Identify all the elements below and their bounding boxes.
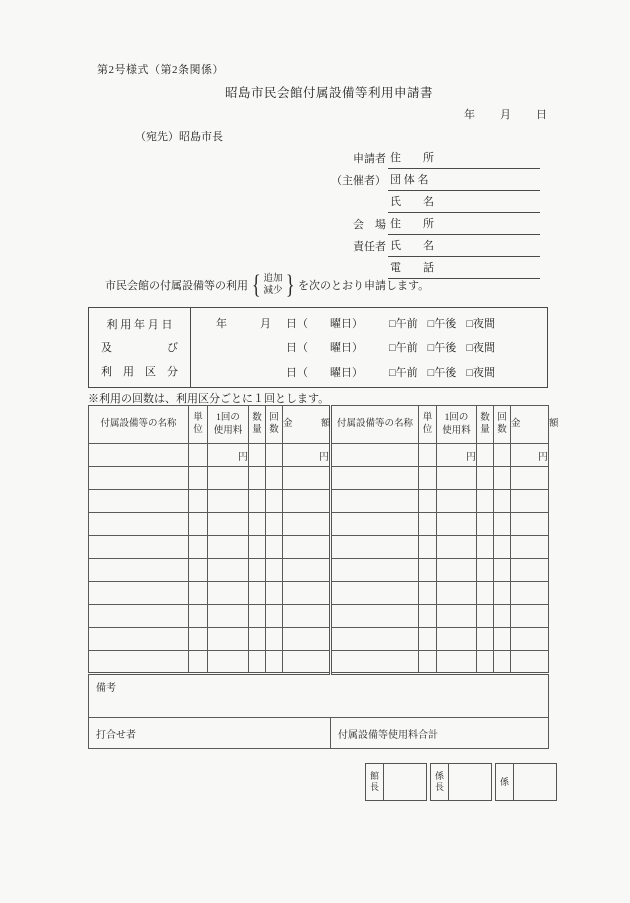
cell-times[interactable] [494,651,511,674]
day-weekday-field[interactable]: 日（ 曜日） [286,342,363,355]
checkbox-evening[interactable]: □夜間 [466,318,495,331]
time-slot-checks [389,339,495,355]
applicant-row-address [312,147,540,169]
cell-unit[interactable] [419,490,437,513]
sentence-before: 市民会館の付属設備等の利用 [105,280,248,292]
cell-times[interactable] [494,513,511,536]
cell-qty[interactable] [477,559,494,582]
page-title: 昭島市民会館付属設備等利用申請書 [224,86,433,100]
cell-amount[interactable] [283,651,331,674]
cell-times[interactable] [494,628,511,651]
cell-unit[interactable] [189,467,208,490]
cell-qty[interactable] [249,582,266,605]
cell-name[interactable] [89,536,189,559]
cell-name[interactable] [331,605,419,628]
venue-row-address [312,213,540,235]
cell-qty[interactable] [477,513,494,536]
cell-times[interactable] [266,490,283,513]
usage-date-row [191,360,547,384]
form-number: 第2号様式（第2条関係） [97,64,224,76]
cell-qty[interactable] [249,467,266,490]
cell-unit[interactable] [419,467,437,490]
cell-unit[interactable] [419,651,437,674]
option-remove: 減少 [263,286,283,296]
equipment-fee-table [88,405,559,749]
cell-amount[interactable] [511,559,549,582]
col-amount: 金 額 [511,406,549,444]
cell-amount[interactable] [283,513,331,536]
equipment-row-yen [89,444,549,467]
cell-unit[interactable] [189,628,208,651]
cell-fee[interactable] [437,651,477,674]
equipment-header-row [89,406,549,444]
stamp-pair-staff [495,763,557,801]
cell-unit[interactable] [419,536,437,559]
checkbox-afternoon[interactable]: □午後 [427,318,457,331]
year-month-field[interactable]: 年 月 [216,318,271,331]
cell-amount[interactable] [283,467,331,490]
equipment-row-empty [89,651,549,674]
cell-name[interactable] [331,513,419,536]
cell-amount[interactable] [283,536,331,559]
cell-times[interactable] [494,605,511,628]
field-label: 氏 名 [390,196,434,208]
cell-name[interactable] [331,582,419,605]
cell-name[interactable] [331,444,419,467]
cell-times[interactable] [266,444,283,467]
day-weekday-field[interactable]: 日（ 曜日） [286,318,363,331]
usage-date-rows [191,308,547,387]
checkbox-afternoon[interactable]: □午後 [427,342,457,355]
cell-amount[interactable] [511,513,549,536]
cell-qty[interactable] [477,628,494,651]
equipment-row-empty [89,605,549,628]
applicant-row-organization [312,169,540,191]
cell-qty[interactable] [477,467,494,490]
col-times: 回数 [266,406,283,444]
checkbox-afternoon[interactable]: □午後 [427,366,457,379]
cell-fee[interactable] [437,559,477,582]
cell-qty[interactable] [477,582,494,605]
cell-name[interactable] [89,444,189,467]
cell-amount[interactable] [511,628,549,651]
cell-name[interactable] [331,559,419,582]
field-label: 住 所 [390,218,434,230]
cell-times[interactable] [494,467,511,490]
cell-times[interactable] [266,559,283,582]
addressee: （宛先）昭島市長 [135,131,223,143]
cell-times[interactable] [266,651,283,674]
day-weekday-field[interactable]: 日（ 曜日） [286,366,363,379]
cell-amount-yen[interactable]: 円 [511,444,549,467]
equipment-row-empty [89,582,549,605]
cell-fee[interactable] [437,605,477,628]
cell-qty[interactable] [249,559,266,582]
cell-qty[interactable] [249,444,266,467]
coordinator-cell[interactable]: 打合せ者 [89,718,331,749]
table-footer-row [89,718,549,749]
cell-name[interactable] [89,605,189,628]
col-fee-per-use: 1回の 使用料 [437,406,477,444]
cell-name[interactable] [331,490,419,513]
col-unit: 単位 [189,406,208,444]
cell-unit[interactable] [419,444,437,467]
usage-date-row [191,311,547,335]
cell-qty[interactable] [477,444,494,467]
cell-qty[interactable] [249,536,266,559]
chief-stamp-box[interactable] [449,764,491,800]
usage-date-table [88,307,548,388]
cell-fee[interactable] [437,536,477,559]
header-line-2: 及 び [101,342,178,355]
cell-name[interactable] [89,582,189,605]
checkbox-morning[interactable]: □午前 [389,366,418,379]
cell-name[interactable] [89,628,189,651]
cell-times[interactable] [266,628,283,651]
cell-name[interactable] [331,467,419,490]
cell-fee[interactable] [208,582,249,605]
col-equipment-name: 付属設備等の名称 [331,406,419,444]
cell-fee-yen[interactable]: 円 [437,444,477,467]
usage-date-row [191,335,547,359]
checkbox-morning[interactable]: □午前 [389,318,418,331]
cell-amount[interactable] [511,651,549,674]
equipment-row-empty [89,513,549,536]
cell-times[interactable] [266,605,283,628]
checkbox-morning[interactable]: □午前 [389,342,418,355]
cell-amount[interactable] [283,559,331,582]
total-fee-cell[interactable]: 付属設備等使用料合計 [331,718,549,749]
cell-unit[interactable] [419,582,437,605]
cell-amount[interactable] [283,490,331,513]
cell-fee[interactable] [437,467,477,490]
cell-unit[interactable] [419,513,437,536]
cell-name[interactable] [331,651,419,674]
header-line-1: 利 用 年 月 日 [106,318,173,331]
cell-amount[interactable] [511,490,549,513]
cell-qty[interactable] [249,605,266,628]
applicant-name-field[interactable] [388,193,540,213]
add-remove-options [263,273,282,298]
cell-unit[interactable] [189,582,208,605]
cell-times[interactable] [494,559,511,582]
cell-unit[interactable] [189,559,208,582]
applicant-role-label: 申請者 [353,153,386,165]
equipment-row-empty [89,536,549,559]
cell-name[interactable] [89,467,189,490]
usage-date-header [89,308,191,387]
organization-name-field[interactable] [388,171,540,191]
cell-name[interactable] [89,651,189,674]
cell-amount[interactable] [511,605,549,628]
cell-unit[interactable] [189,536,208,559]
cell-fee[interactable] [208,628,249,651]
cell-qty[interactable] [249,490,266,513]
sentence-after: を次のとおり申請します。 [297,280,430,292]
cell-fee[interactable] [208,536,249,559]
cell-qty[interactable] [477,651,494,674]
empty-role-label [312,210,386,213]
cell-unit[interactable] [189,651,208,674]
cell-qty[interactable] [477,536,494,559]
request-sentence [103,270,431,300]
col-quantity: 数量 [477,406,494,444]
manager-role-label: 責任者 [353,241,386,253]
cell-qty[interactable] [249,513,266,536]
time-slot-checks [389,364,495,380]
cell-times[interactable] [494,490,511,513]
applicant-address-field[interactable] [388,149,540,169]
cell-fee[interactable] [208,605,249,628]
staff-label: 係 [496,764,514,800]
cell-amount[interactable] [511,536,549,559]
cell-name[interactable] [89,513,189,536]
col-equipment-name: 付属設備等の名称 [89,406,189,444]
chief-label: 係長 [431,764,449,800]
cell-name[interactable] [331,536,419,559]
cell-qty[interactable] [477,605,494,628]
remarks-cell[interactable]: 備考 [89,674,549,718]
manager-row-name [312,235,540,257]
cell-fee[interactable] [437,490,477,513]
cell-unit[interactable] [189,513,208,536]
cell-qty[interactable] [477,490,494,513]
cell-unit[interactable] [419,628,437,651]
cell-times[interactable] [266,513,283,536]
cell-unit[interactable] [189,605,208,628]
cell-amount[interactable] [283,605,331,628]
director-stamp-box[interactable] [384,764,426,800]
cell-name[interactable] [89,490,189,513]
cell-times[interactable] [494,444,511,467]
stamp-pair-director [365,763,427,801]
cell-unit[interactable] [419,559,437,582]
date-line: 年 月 日 [464,109,548,121]
venue-address-field[interactable] [388,215,540,235]
applicant-block [312,147,540,279]
director-label: 館長 [366,764,384,800]
checkbox-evening[interactable]: □夜間 [466,342,495,355]
venue-role-label: 会 場 [353,219,386,231]
header-line-3: 利 用 区 分 [101,366,178,379]
cell-times[interactable] [494,536,511,559]
close-brace: } [285,270,295,299]
cell-fee[interactable] [437,513,477,536]
cell-qty[interactable] [249,628,266,651]
cell-qty[interactable] [249,651,266,674]
approval-stamp-block [365,763,557,801]
col-fee-per-use: 1回の 使用料 [208,406,249,444]
equipment-row-empty [89,490,549,513]
cell-unit[interactable] [189,444,208,467]
cell-unit[interactable] [419,605,437,628]
cell-unit[interactable] [189,490,208,513]
cell-fee[interactable] [208,513,249,536]
col-times: 回数 [494,406,511,444]
organizer-role-label: （主催者） [331,175,386,187]
field-label: 住 所 [390,152,434,164]
remarks-row [89,674,549,718]
cell-amount-yen[interactable]: 円 [283,444,331,467]
cell-times[interactable] [494,582,511,605]
time-slot-checks [389,315,495,331]
cell-fee[interactable] [437,582,477,605]
equipment-row-empty [89,628,549,651]
field-label: 氏 名 [390,240,434,252]
col-unit: 単位 [419,406,437,444]
equipment-row-empty [89,467,549,490]
cell-times[interactable] [266,582,283,605]
option-add: 追加 [263,273,283,284]
cell-name[interactable] [89,559,189,582]
cell-amount[interactable] [511,467,549,490]
cell-fee[interactable] [208,559,249,582]
manager-name-field[interactable] [388,237,540,257]
cell-fee[interactable] [437,628,477,651]
cell-fee[interactable] [208,490,249,513]
cell-amount[interactable] [283,628,331,651]
cell-name[interactable] [331,628,419,651]
checkbox-evening[interactable]: □夜間 [466,366,495,379]
cell-amount[interactable] [283,582,331,605]
field-label: 団 体 名 [390,174,429,186]
cell-fee[interactable] [208,651,249,674]
col-quantity: 数量 [249,406,266,444]
staff-stamp-box[interactable] [514,764,556,800]
open-brace: { [251,270,261,299]
equipment-row-empty [89,559,549,582]
cell-times[interactable] [266,467,283,490]
usage-note: ※利用の回数は、利用区分ごとに１回とします。 [88,393,330,405]
cell-fee-yen[interactable]: 円 [208,444,249,467]
cell-times[interactable] [266,536,283,559]
cell-fee[interactable] [208,467,249,490]
field-label: 電 話 [390,262,434,274]
applicant-row-name [312,191,540,213]
cell-amount[interactable] [511,582,549,605]
col-amount: 金 額 [283,406,331,444]
stamp-pair-chief [430,763,492,801]
